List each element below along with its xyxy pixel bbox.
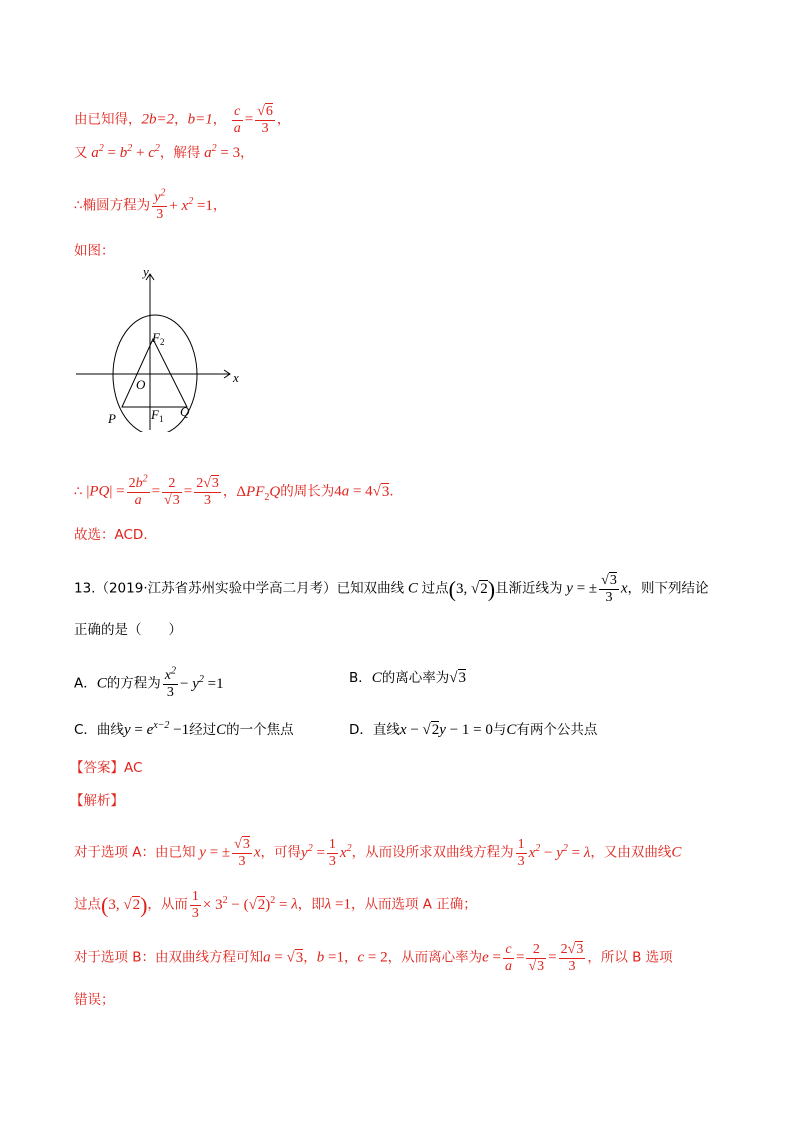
label-p: P xyxy=(108,411,116,426)
fraction-x2-over-3: $\frac{x^2}{3}$ xyxy=(164,665,176,700)
text: 过点 xyxy=(421,580,449,597)
text: 对于选项 A：由已知 xyxy=(74,844,196,861)
fraction-sqrt3-over-3: $\frac{√3}{3}$ xyxy=(234,837,250,869)
analysis-b-line-1: 对于选项 B：由双曲线方程可知a = √3，b =1，c = 2，从而离心率为e = $\frac{c}{a}$ = $\frac{2}{√3}$ = $\frac{2√3}{3}$ ，所以 B 选项 xyxy=(74,942,673,974)
text: ，可得 xyxy=(260,844,302,861)
text: ，从而设所求双曲线方程为 xyxy=(351,844,514,861)
fraction-c-over-a: $\frac{c}{a}$ xyxy=(505,942,513,974)
fraction-2-over-sqrt3: $\frac{2}{√3}$ xyxy=(164,476,180,508)
ellipse-figure xyxy=(70,262,250,432)
text: 经过 xyxy=(189,722,217,738)
option-c: C．曲线$y = e^{x-2} -1$经过C的一个焦点 xyxy=(74,720,294,738)
analysis-b-line-2 xyxy=(74,990,115,1011)
text: 13.（2019·江苏省苏州实验中学高二月考）已知双曲线 xyxy=(74,580,405,597)
option-a: A．C的方程为 $\frac{x^2}{3}$ − $y^2 =1$ xyxy=(74,665,224,700)
text: 又 xyxy=(74,145,88,161)
text: B． xyxy=(349,670,372,686)
text: ，从而 xyxy=(147,896,188,913)
option-d: D．直线x − √2y − 1 = 0与C有两个公共点 xyxy=(349,722,598,738)
text: 的方程为 xyxy=(106,675,161,692)
text: 错误； xyxy=(74,992,115,1008)
solution-line-4 xyxy=(74,241,115,262)
text: ，则下列结论 xyxy=(627,580,709,597)
solution-line-5: ∴ |PQ| = $\frac{2b^2}{a}$ = $\frac{2}{√3}$ = $\frac{2√3}{3}$ ，$\Delta PF_2Q$的周长为4a = 4√3． xyxy=(74,473,403,508)
text: 有两个公共点 xyxy=(516,722,598,738)
text: 过点 xyxy=(74,896,101,913)
text: A． xyxy=(74,675,97,692)
text: 故选：ACD. xyxy=(74,527,148,543)
text: ∴ xyxy=(74,483,83,500)
text: 与 xyxy=(492,722,507,738)
text: C．曲线 xyxy=(74,722,124,738)
label-f1-letter: F xyxy=(151,407,159,422)
answer-label xyxy=(70,758,142,779)
label-f2-sub: 2 xyxy=(159,337,165,347)
label-q: Q xyxy=(180,404,190,419)
label-f2-letter: F xyxy=(152,330,160,345)
text: 【解析】 xyxy=(70,793,124,809)
math-eq: $a^2 = 3$ xyxy=(200,143,241,161)
label-f2 xyxy=(151,330,164,347)
analysis-label xyxy=(70,791,124,812)
text: 且渐近线为 xyxy=(495,580,563,597)
text: ，即 xyxy=(297,896,325,913)
fraction-1-over-3: $\frac{1}{3}$ xyxy=(517,837,525,869)
solution-line-3: ∴椭圆方程为 $\frac{y^2}{3}$ + $x^2 =1$， xyxy=(74,187,227,222)
fraction-c-over-a: $\frac{c}{a}$ xyxy=(233,104,241,136)
text: ，从而选项 A 正确； xyxy=(350,896,477,913)
fraction-2sqrt3-over-3: $\frac{2√3}{3}$ xyxy=(196,476,219,508)
fraction-2sqrt3-over-3: $\frac{2√3}{3}$ xyxy=(560,942,584,974)
fraction-1-over-3: $\frac{1}{3}$ xyxy=(191,889,199,921)
solution-line-6 xyxy=(74,525,148,546)
text: 由已知得， xyxy=(74,111,142,128)
text: 正确的是（ ） xyxy=(74,622,182,638)
text: 【答案】AC xyxy=(70,760,143,776)
fraction-2-over-sqrt3: $\frac{2}{√3}$ xyxy=(528,942,545,974)
fraction-y2-over-3: $\frac{y^2}{3}$ xyxy=(154,187,166,222)
text: ，所以 B 选项 xyxy=(587,949,673,966)
text: ，又由双曲线 xyxy=(590,844,672,861)
option-b: B．C的离心率为√3 xyxy=(349,670,467,686)
text: ，从而离心率为 xyxy=(387,949,483,966)
fraction-2b2-over-a: $\frac{2b^2}{a}$ xyxy=(128,473,148,508)
text: ，解得 xyxy=(159,145,201,161)
question-13-line-2 xyxy=(74,620,182,641)
text: ∴椭圆方程为 xyxy=(74,197,151,214)
fraction-sqrt3-over-3: $\frac{√3}{3}$ xyxy=(601,573,617,605)
math: b=1 xyxy=(187,111,213,128)
solution-line-1: 由已知得，2b=2，b=1， $\frac{c}{a}$ = $\frac{√6}{3}$ ， xyxy=(74,104,291,136)
label-f1-sub: 1 xyxy=(158,414,164,424)
text: 的一个焦点 xyxy=(226,722,294,738)
analysis-a-line-2: 过点(3, √2)，从而 $\frac{1}{3}$ × $3^2 - (√2)^2 = \lambda$，即λ =1，从而选项 A 正确； xyxy=(74,889,477,921)
label-y: y xyxy=(143,264,149,279)
analysis-a-line-1: 对于选项 A：由已知 y = ± $\frac{√3}{3}$ x，可得$y^2$ = $\frac{1}{3}$ $x^2$，从而设所求双曲线方程为 $\frac{1}{3}$ $x^2 - y^2 = \lambda$，又由双曲线C xyxy=(74,837,682,869)
label-f1 xyxy=(150,407,163,424)
triangle-pf2q xyxy=(122,339,187,407)
fraction-1-over-3: $\frac{1}{3}$ xyxy=(328,837,336,869)
label-x: x xyxy=(233,370,239,385)
text: 如图： xyxy=(74,243,115,259)
math: 2b=2 xyxy=(141,111,175,128)
solution-line-2: 又 $a^2 = b^2 + c^2$，解得 $a^2 = 3$， xyxy=(74,143,254,161)
text: D．直线 xyxy=(349,722,400,738)
math-eq: $a^2 = b^2 + c^2$ xyxy=(87,143,160,161)
label-o: O xyxy=(136,377,146,392)
text: 的离心率为 xyxy=(381,670,450,686)
fraction-sqrt6-over-3: $\frac{√6}{3}$ xyxy=(257,104,273,136)
text: 对于选项 B：由双曲线方程可知 xyxy=(74,949,264,966)
text: 的周长为 xyxy=(280,483,335,500)
question-13-line-1: 13.（2019·江苏省苏州实验中学高二月考）已知双曲线 C 过点(3, √2)且渐近线为 y = ± $\frac{√3}{3}$ x，则下列结论 xyxy=(74,573,709,605)
